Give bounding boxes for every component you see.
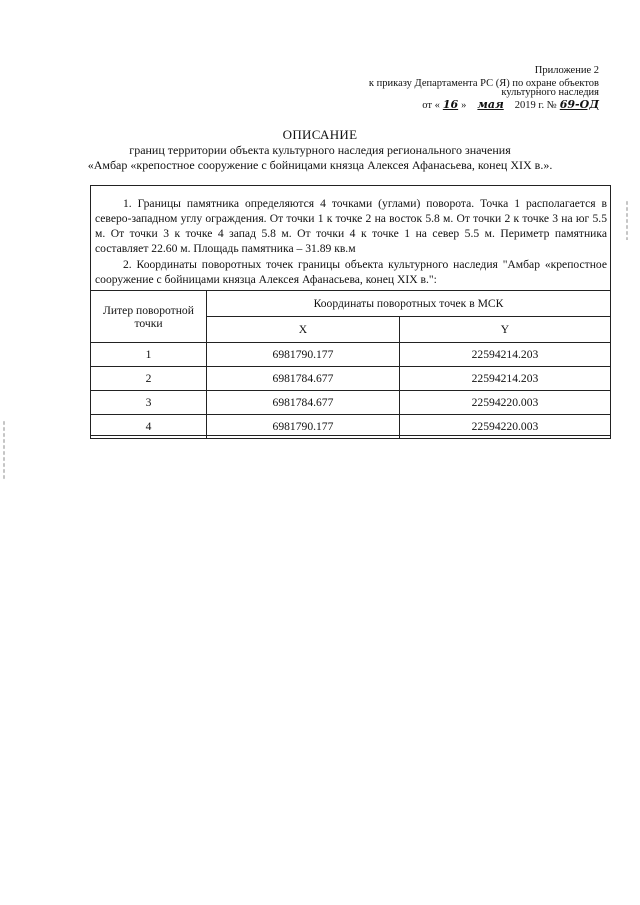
handwritten-number: 69-ОД	[559, 98, 599, 111]
cell-x: 6981790.177	[207, 343, 400, 367]
cell-x: 6981784.677	[207, 391, 400, 415]
paragraph-2-text: 2. Координаты поворотных точек границы объекта культурного наследия "Амбар «крепостное сооружение с бойницами князца Алексея Афанасьева, конец XIX в.":	[95, 258, 607, 286]
header-y: Y	[399, 317, 610, 343]
paragraph-1	[95, 196, 607, 256]
table-row	[91, 367, 611, 391]
title-line-1: границ территории объекта культурного наследия регионального значения	[129, 143, 511, 157]
date-year: 2019 г. №	[514, 100, 557, 111]
scan-artifact-left	[3, 420, 5, 480]
header-liter: Литер поворотной точки	[91, 291, 207, 343]
title-line-2: «Амбар «крепостное сооружение с бойницами князца Алексея Афанасьева, конец XIX в.».	[87, 158, 553, 172]
cell-liter: 3	[91, 391, 207, 415]
header-coordinates: Координаты поворотных точек в МСК	[207, 291, 611, 317]
cell-x: 6981790.177	[207, 415, 400, 439]
cell-y: 22594220.003	[399, 415, 610, 439]
appendix-label: Приложение 2	[534, 65, 599, 76]
coordinates-table	[90, 290, 611, 439]
table-row	[91, 415, 611, 439]
scan-artifact-right	[626, 200, 628, 240]
cell-liter: 2	[91, 367, 207, 391]
cell-liter: 1	[91, 343, 207, 367]
cell-x: 6981784.677	[207, 367, 400, 391]
table-row	[91, 343, 611, 367]
date-close: »	[461, 100, 467, 111]
order-reference: к приказу Департамента РС (Я) по охране объектов	[368, 78, 599, 89]
cell-y: 22594220.003	[399, 391, 610, 415]
heritage-label: культурного наследия	[501, 87, 599, 98]
paragraph-2	[95, 257, 607, 287]
order-date-line	[422, 98, 599, 111]
paragraph-1-text: 1. Границы памятника определяются 4 точками (углами) поворота. Точка 1 располагается в северо-западном углу ограждения. От точки 1 к точке 2 на восток 5.8 м. От точки 2 к точке 3 на юг 5.5 м. От точки 3 к точке 4 запад 5.8 м. От точки 4 к точке 1 на север 5.5 м. Периметр памятника составляет 22.60 м. Площадь памятника – 31.89 кв.м	[95, 197, 607, 255]
handwritten-day: 16	[442, 98, 459, 111]
date-prefix: от «	[422, 100, 440, 111]
cell-y: 22594214.203	[399, 343, 610, 367]
table-row	[91, 391, 611, 415]
document-title: ОПИСАНИЕ	[282, 127, 358, 142]
handwritten-month: мая	[477, 98, 504, 111]
cell-liter: 4	[91, 415, 207, 439]
header-x: X	[207, 317, 400, 343]
cell-y: 22594214.203	[399, 367, 610, 391]
